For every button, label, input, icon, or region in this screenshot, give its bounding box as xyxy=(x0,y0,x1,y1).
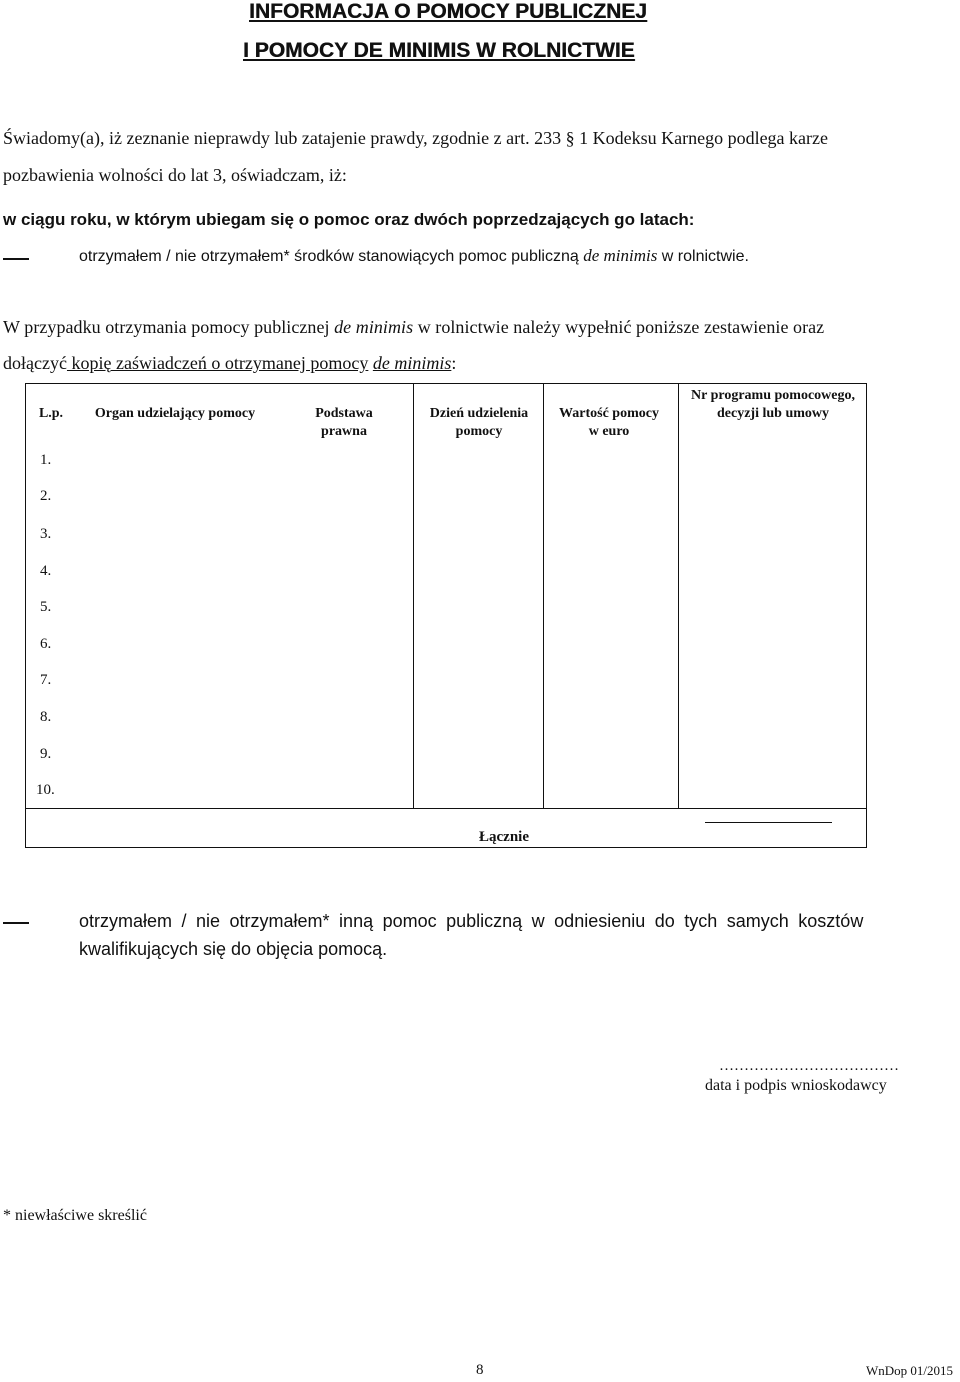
row-number-3: 3. xyxy=(40,526,52,542)
row-number-2: 2. xyxy=(40,488,52,504)
page-number: 8 xyxy=(476,1362,484,1378)
column-header-lp: L.p. xyxy=(38,406,64,421)
column-header-organ: Organ udzielający pomocy xyxy=(94,406,256,421)
total-label: Łącznie xyxy=(479,829,529,845)
dash-bullet xyxy=(3,922,29,924)
declaration-item1: otrzymałem / nie otrzymałem* środków stanowiących pomoc publiczną de minimis w rolnictwie. xyxy=(79,246,749,265)
total-value-line xyxy=(705,822,832,823)
footnote: * niewłaściwe skreślić xyxy=(3,1207,147,1224)
document-code: WnDop 01/2015 xyxy=(866,1363,954,1378)
column-header-dzien: Dzień udzielenia pomocy xyxy=(429,406,529,439)
declaration-line2: pozbawienia wolności do lat 3, oświadczam, iż: xyxy=(3,165,347,185)
declaration-period: w ciągu roku, w którym ubiegam się o pomoc oraz dwóch poprzedzających go latach: xyxy=(3,210,695,229)
signature-dots: ……………………………… xyxy=(719,1058,899,1074)
column-header-nr-programu: Nr programu pomocowego, decyzji lub umowy xyxy=(691,388,855,421)
declaration-line1: Świadomy(a), iż zeznanie nieprawdy lub zatajenie prawdy, zgodnie z art. 233 § 1 Kodeksu Karnego podlega karze xyxy=(3,128,829,148)
row-number-1: 1. xyxy=(40,452,52,468)
document-title-line1: INFORMACJA O POMOCY PUBLICZNEJ xyxy=(249,0,647,23)
column-header-podstawa: Podstawa prawna xyxy=(315,406,373,439)
row-number-10: 10. xyxy=(36,782,55,798)
dash-bullet xyxy=(3,258,29,260)
instruction-line2: dołączyć kopię zaświadczeń o otrzymanej pomocy de minimis: xyxy=(3,353,457,373)
second-declaration-line2: kwalifikujących się do objęcia pomocą. xyxy=(79,939,388,959)
row-number-6: 6. xyxy=(40,636,52,652)
row-number-8: 8. xyxy=(40,709,52,725)
document-title-line2: I POMOCY DE MINIMIS W ROLNICTWIE xyxy=(243,39,635,62)
row-number-5: 5. xyxy=(40,599,52,615)
instruction-line1: W przypadku otrzymania pomocy publicznej de minimis w rolnictwie należy wypełnić poniższe zestawienie oraz xyxy=(3,317,825,337)
row-number-9: 9. xyxy=(40,746,52,762)
row-number-4: 4. xyxy=(40,563,52,579)
column-header-wartosc: Wartość pomocy w euro xyxy=(559,406,659,439)
second-declaration-line1: otrzymałem / nie otrzymałem* inną pomoc publiczną w odniesieniu do tych samych kosztów xyxy=(79,911,864,931)
row-number-7: 7. xyxy=(40,672,52,688)
signature-label: data i podpis wnioskodawcy xyxy=(705,1077,887,1094)
